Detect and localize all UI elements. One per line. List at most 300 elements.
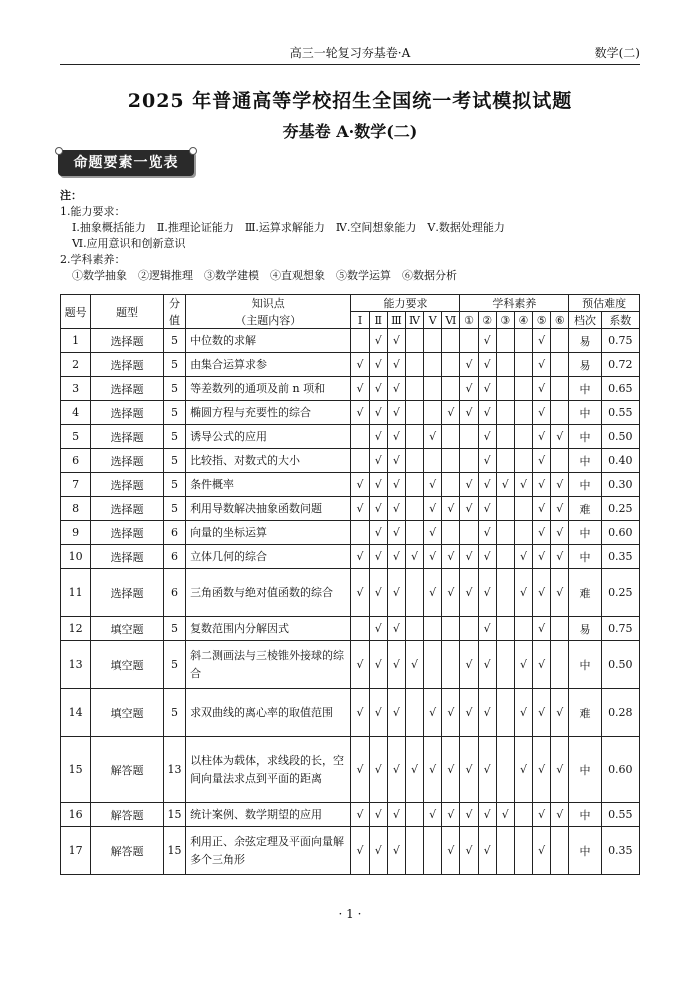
question-type: 选择题 (91, 377, 164, 401)
header-type: 题型 (91, 295, 164, 329)
ability-check-cell (442, 641, 460, 689)
question-number: 1 (61, 329, 91, 353)
difficulty-level: 中 (569, 641, 601, 689)
knowledge-point: 向量的坐标运算 (186, 521, 351, 545)
literacy-check-cell: √ (460, 401, 478, 425)
header-ability-col: Ⅳ (405, 312, 423, 329)
notes-label: 注： (60, 189, 82, 202)
knowledge-point: 以柱体为载体，求线段的长，空间向量法求点到平面的距离 (186, 737, 351, 803)
table-row (61, 737, 640, 803)
literacy-check-cell (496, 641, 514, 689)
difficulty-coefficient: 0.40 (601, 449, 639, 473)
literacy-check-cell (496, 545, 514, 569)
literacy-check-cell: √ (533, 329, 551, 353)
literacy-check-cell (496, 497, 514, 521)
ability-check-cell: √ (424, 473, 442, 497)
header-literacy-col: ⑥ (551, 312, 569, 329)
literacy-check-cell: √ (533, 521, 551, 545)
literacy-check-cell: √ (551, 497, 569, 521)
ability-check-cell: √ (369, 473, 387, 497)
literacy-check-cell: √ (478, 617, 496, 641)
ability-check-cell (442, 329, 460, 353)
knowledge-point: 由集合运算求参 (186, 353, 351, 377)
ability-check-cell (424, 449, 442, 473)
ability-check-cell: √ (351, 473, 369, 497)
ability-check-cell: √ (387, 449, 405, 473)
ability-check-cell: √ (369, 353, 387, 377)
literacy-check-cell: √ (514, 641, 532, 689)
question-type: 选择题 (91, 521, 164, 545)
literacy-check-cell (460, 521, 478, 545)
question-number: 8 (61, 497, 91, 521)
ability-check-cell (351, 425, 369, 449)
ability-check-cell: √ (351, 827, 369, 875)
knowledge-point: 中位数的求解 (186, 329, 351, 353)
header-literacy: 学科素养 (460, 295, 569, 312)
literacy-check-cell (514, 425, 532, 449)
ability-check-cell (351, 521, 369, 545)
ability-check-cell: √ (424, 803, 442, 827)
question-score: 5 (163, 689, 185, 737)
header-ability-col: Ⅵ (442, 312, 460, 329)
literacy-check-cell: √ (460, 497, 478, 521)
literacy-check-cell: √ (460, 569, 478, 617)
ability-check-cell (442, 425, 460, 449)
ability-check-cell: √ (387, 353, 405, 377)
question-score: 6 (163, 545, 185, 569)
literacy-check-cell (551, 617, 569, 641)
literacy-check-cell: √ (533, 641, 551, 689)
literacy-check-cell (514, 329, 532, 353)
question-score: 5 (163, 449, 185, 473)
difficulty-coefficient: 0.28 (601, 689, 639, 737)
question-score: 5 (163, 329, 185, 353)
literacy-check-cell: √ (551, 425, 569, 449)
literacy-check-cell: √ (478, 329, 496, 353)
ability-check-cell: √ (369, 545, 387, 569)
ability-check-cell: √ (442, 497, 460, 521)
ability-check-cell (405, 449, 423, 473)
ability-check-cell: √ (405, 641, 423, 689)
question-score: 5 (163, 641, 185, 689)
header-ability-col: Ⅱ (369, 312, 387, 329)
table-row (61, 449, 640, 473)
header-score-top: 分 (163, 295, 185, 312)
question-type: 选择题 (91, 425, 164, 449)
question-number: 9 (61, 521, 91, 545)
question-number: 6 (61, 449, 91, 473)
literacy-check-cell: √ (478, 641, 496, 689)
difficulty-coefficient: 0.30 (601, 473, 639, 497)
ability-check-cell (405, 401, 423, 425)
table-row (61, 641, 640, 689)
ability-check-cell: √ (387, 521, 405, 545)
table-row (61, 521, 640, 545)
question-type: 选择题 (91, 473, 164, 497)
literacy-check-cell (460, 617, 478, 641)
ability-check-cell (442, 617, 460, 641)
ability-check-cell: √ (442, 737, 460, 803)
question-score: 13 (163, 737, 185, 803)
ability-check-cell: √ (387, 497, 405, 521)
question-number: 11 (61, 569, 91, 617)
knowledge-point: 求双曲线的离心率的取值范围 (186, 689, 351, 737)
difficulty-coefficient: 0.55 (601, 803, 639, 827)
badge-corner-dot (55, 147, 63, 155)
question-type: 解答题 (91, 803, 164, 827)
ability-check-cell (405, 425, 423, 449)
ability-check-cell: √ (351, 401, 369, 425)
ability-check-cell (351, 329, 369, 353)
ability-check-cell (405, 497, 423, 521)
ability-check-cell: √ (387, 329, 405, 353)
literacy-check-cell: √ (533, 497, 551, 521)
table-row (61, 497, 640, 521)
literacy-check-cell: √ (533, 353, 551, 377)
literacy-check-cell (460, 425, 478, 449)
ability-check-cell (405, 473, 423, 497)
knowledge-point: 诱导公式的应用 (186, 425, 351, 449)
literacy-check-cell (551, 401, 569, 425)
literacy-check-cell: √ (460, 473, 478, 497)
ability-check-cell: √ (424, 689, 442, 737)
ability-check-cell (424, 329, 442, 353)
header-ability-col: Ⅴ (424, 312, 442, 329)
header-literacy-col: ③ (496, 312, 514, 329)
difficulty-level: 易 (569, 617, 601, 641)
question-number: 15 (61, 737, 91, 803)
literacy-check-cell: √ (533, 569, 551, 617)
table-row (61, 377, 640, 401)
ability-check-cell: √ (442, 401, 460, 425)
literacy-check-cell: √ (478, 827, 496, 875)
header-literacy-col: ④ (514, 312, 532, 329)
literacy-check-cell: √ (478, 689, 496, 737)
literacy-check-cell: √ (460, 545, 478, 569)
difficulty-level: 中 (569, 473, 601, 497)
knowledge-point: 立体几何的综合 (186, 545, 351, 569)
question-number: 10 (61, 545, 91, 569)
literacy-check-cell: √ (533, 425, 551, 449)
question-type: 选择题 (91, 449, 164, 473)
literacy-check-cell (460, 449, 478, 473)
literacy-check-cell: √ (460, 827, 478, 875)
literacy-check-cell (551, 377, 569, 401)
literacy-check-cell: √ (478, 473, 496, 497)
literacy-check-cell: √ (460, 689, 478, 737)
ability-check-cell (424, 827, 442, 875)
ability-check-cell: √ (351, 497, 369, 521)
ability-check-cell: √ (369, 827, 387, 875)
ability-check-cell (405, 377, 423, 401)
literacy-check-cell: √ (478, 737, 496, 803)
literacy-check-cell: √ (460, 641, 478, 689)
question-number: 4 (61, 401, 91, 425)
difficulty-coefficient: 0.50 (601, 425, 639, 449)
ability-check-cell: √ (369, 641, 387, 689)
question-type: 选择题 (91, 329, 164, 353)
literacy-check-cell: √ (478, 353, 496, 377)
question-score: 15 (163, 827, 185, 875)
difficulty-coefficient: 0.35 (601, 545, 639, 569)
literacy-check-cell (496, 425, 514, 449)
literacy-check-cell: √ (533, 737, 551, 803)
literacy-check-cell: √ (551, 545, 569, 569)
ability-check-cell: √ (351, 641, 369, 689)
ability-check-cell (351, 449, 369, 473)
ability-check-cell: √ (387, 473, 405, 497)
ability-check-cell (405, 617, 423, 641)
question-number: 14 (61, 689, 91, 737)
literacy-check-cell: √ (478, 377, 496, 401)
page-number: · 1 · (338, 907, 362, 921)
question-number: 5 (61, 425, 91, 449)
knowledge-point: 斜二测画法与三棱锥外接球的综合 (186, 641, 351, 689)
ability-check-cell: √ (369, 737, 387, 803)
ability-check-cell (442, 521, 460, 545)
table-row (61, 803, 640, 827)
knowledge-point: 椭圆方程与充要性的综合 (186, 401, 351, 425)
question-number: 16 (61, 803, 91, 827)
question-type: 填空题 (91, 641, 164, 689)
ability-check-cell (442, 473, 460, 497)
question-score: 5 (163, 617, 185, 641)
ability-check-cell (405, 803, 423, 827)
literacy-check-cell: √ (533, 449, 551, 473)
ability-check-cell: √ (442, 569, 460, 617)
literacy-check-cell (496, 329, 514, 353)
difficulty-coefficient: 0.60 (601, 737, 639, 803)
literacy-check-cell (496, 827, 514, 875)
literacy-check-cell (496, 521, 514, 545)
literacy-check-cell (514, 449, 532, 473)
difficulty-level: 中 (569, 827, 601, 875)
question-number: 3 (61, 377, 91, 401)
ability-line-2: Ⅵ.应用意识和创新意识 (72, 237, 186, 250)
ability-check-cell: √ (351, 377, 369, 401)
ability-check-cell: √ (405, 737, 423, 803)
header-literacy-col: ② (478, 312, 496, 329)
ability-check-cell: √ (387, 803, 405, 827)
ability-check-cell: √ (442, 545, 460, 569)
literacy-check-cell: √ (533, 827, 551, 875)
difficulty-coefficient: 0.35 (601, 827, 639, 875)
literacy-check-cell (496, 737, 514, 803)
header-coef: 系数 (601, 312, 639, 329)
ability-check-cell: √ (442, 827, 460, 875)
literacy-check-cell: √ (551, 689, 569, 737)
literacy-check-cell (460, 329, 478, 353)
literacy-check-cell (496, 353, 514, 377)
ability-check-cell: √ (369, 449, 387, 473)
ability-check-cell: √ (351, 569, 369, 617)
header-score-bottom: 值 (163, 312, 185, 329)
literacy-check-cell: √ (496, 473, 514, 497)
difficulty-level: 中 (569, 377, 601, 401)
question-type: 选择题 (91, 545, 164, 569)
ability-check-cell: √ (387, 425, 405, 449)
literacy-check-cell: √ (551, 803, 569, 827)
ability-check-cell: √ (369, 329, 387, 353)
difficulty-level: 中 (569, 401, 601, 425)
badge-label: 命题要素一览表 (73, 155, 179, 171)
table-row (61, 401, 640, 425)
ability-check-cell: √ (351, 689, 369, 737)
question-score: 5 (163, 401, 185, 425)
ability-title: 1.能力要求： (60, 205, 126, 218)
literacy-check-cell (496, 617, 514, 641)
ability-check-cell: √ (424, 521, 442, 545)
literacy-check-cell (496, 449, 514, 473)
literacy-check-cell: √ (478, 425, 496, 449)
difficulty-level: 中 (569, 425, 601, 449)
literacy-check-cell: √ (514, 689, 532, 737)
ability-check-cell (442, 353, 460, 377)
question-type: 填空题 (91, 689, 164, 737)
ability-check-cell: √ (387, 617, 405, 641)
literacy-check-cell (514, 497, 532, 521)
knowledge-point: 比较指、对数式的大小 (186, 449, 351, 473)
header-literacy-col: ① (460, 312, 478, 329)
ability-check-cell: √ (369, 401, 387, 425)
literacy-check-cell: √ (551, 521, 569, 545)
ability-check-cell: √ (387, 641, 405, 689)
literacy-check-cell (514, 827, 532, 875)
ability-check-cell: √ (369, 617, 387, 641)
question-score: 6 (163, 569, 185, 617)
exam-subtitle: 夯基卷 A·数学(二) (282, 122, 418, 141)
literacy-check-cell: √ (460, 353, 478, 377)
ability-check-cell (351, 617, 369, 641)
ability-check-cell (405, 569, 423, 617)
literacy-check-cell: √ (460, 737, 478, 803)
difficulty-level: 中 (569, 803, 601, 827)
ability-check-cell: √ (405, 545, 423, 569)
difficulty-coefficient: 0.65 (601, 377, 639, 401)
header-series: 高三一轮复习夯基卷·A (289, 46, 411, 60)
knowledge-point: 条件概率 (186, 473, 351, 497)
ability-check-cell: √ (424, 737, 442, 803)
literacy-check-cell: √ (514, 569, 532, 617)
ability-check-cell: √ (387, 545, 405, 569)
difficulty-coefficient: 0.25 (601, 569, 639, 617)
literacy-check-cell: √ (533, 617, 551, 641)
ability-check-cell: √ (424, 545, 442, 569)
literacy-check-cell: √ (551, 473, 569, 497)
ability-line-1: Ⅰ.抽象概括能力 Ⅱ.推理论证能力 Ⅲ.运算求解能力 Ⅳ.空间想象能力 Ⅴ.数据处理能力 (72, 221, 505, 234)
ability-check-cell: √ (351, 737, 369, 803)
ability-check-cell: √ (442, 689, 460, 737)
table-row (61, 827, 640, 875)
knowledge-point: 三角函数与绝对值函数的综合 (186, 569, 351, 617)
literacy-check-cell: √ (460, 803, 478, 827)
difficulty-level: 难 (569, 689, 601, 737)
literacy-check-cell: √ (551, 737, 569, 803)
question-type: 填空题 (91, 617, 164, 641)
literacy-check-cell: √ (496, 803, 514, 827)
literacy-check-cell: √ (460, 377, 478, 401)
ability-check-cell (424, 617, 442, 641)
question-type: 解答题 (91, 737, 164, 803)
ability-check-cell (405, 329, 423, 353)
knowledge-point: 复数范围内分解因式 (186, 617, 351, 641)
header-ability-col: Ⅲ (387, 312, 405, 329)
question-type: 选择题 (91, 401, 164, 425)
ability-check-cell: √ (387, 377, 405, 401)
table-row (61, 425, 640, 449)
ability-check-cell: √ (387, 689, 405, 737)
literacy-check-cell: √ (514, 737, 532, 803)
header-level: 档次 (569, 312, 601, 329)
difficulty-level: 中 (569, 521, 601, 545)
literacy-check-cell: √ (533, 689, 551, 737)
header-kp-top: 知识点 (186, 295, 351, 312)
ability-check-cell: √ (424, 425, 442, 449)
ability-check-cell: √ (424, 569, 442, 617)
difficulty-coefficient: 0.75 (601, 617, 639, 641)
table-body (61, 329, 640, 875)
ability-check-cell: √ (351, 545, 369, 569)
proposition-table (60, 294, 640, 875)
ability-check-cell: √ (369, 377, 387, 401)
literacy-check-cell: √ (533, 473, 551, 497)
literacy-check-cell (551, 353, 569, 377)
difficulty-level: 易 (569, 353, 601, 377)
question-type: 解答题 (91, 827, 164, 875)
question-type: 选择题 (91, 569, 164, 617)
literacy-check-cell: √ (514, 545, 532, 569)
notes-section (60, 188, 660, 284)
difficulty-level: 易 (569, 329, 601, 353)
ability-check-cell: √ (369, 497, 387, 521)
badge-corner-dot (189, 147, 197, 155)
difficulty-level: 难 (569, 569, 601, 617)
difficulty-coefficient: 0.75 (601, 329, 639, 353)
knowledge-point: 利用正、余弦定理及平面向量解多个三角形 (186, 827, 351, 875)
literacy-line: ①数学抽象 ②逻辑推理 ③数学建模 ④直观想象 ⑤数学运算 ⑥数据分析 (72, 269, 457, 282)
literacy-check-cell: √ (478, 803, 496, 827)
table-row (61, 329, 640, 353)
ability-check-cell: √ (351, 353, 369, 377)
table-row (61, 473, 640, 497)
literacy-check-cell (496, 401, 514, 425)
difficulty-coefficient: 0.60 (601, 521, 639, 545)
ability-check-cell (405, 521, 423, 545)
literacy-check-cell: √ (533, 803, 551, 827)
literacy-check-cell: √ (478, 449, 496, 473)
ability-check-cell: √ (369, 803, 387, 827)
literacy-check-cell: √ (478, 545, 496, 569)
ability-check-cell (424, 377, 442, 401)
header-ability: 能力要求 (351, 295, 460, 312)
difficulty-level: 难 (569, 497, 601, 521)
ability-check-cell: √ (369, 689, 387, 737)
knowledge-point: 利用导数解决抽象函数问题 (186, 497, 351, 521)
literacy-check-cell (551, 329, 569, 353)
ability-check-cell: √ (387, 827, 405, 875)
header-literacy-col: ⑤ (533, 312, 551, 329)
ability-check-cell (424, 401, 442, 425)
difficulty-level: 中 (569, 545, 601, 569)
literacy-check-cell (551, 827, 569, 875)
literacy-check-cell (514, 377, 532, 401)
ability-check-cell (405, 353, 423, 377)
difficulty-coefficient: 0.50 (601, 641, 639, 689)
section-badge (58, 150, 194, 176)
ability-check-cell: √ (351, 803, 369, 827)
literacy-check-cell (496, 377, 514, 401)
exam-title: 2025 年普通高等学校招生全国统一考试模拟试题 (127, 90, 573, 112)
